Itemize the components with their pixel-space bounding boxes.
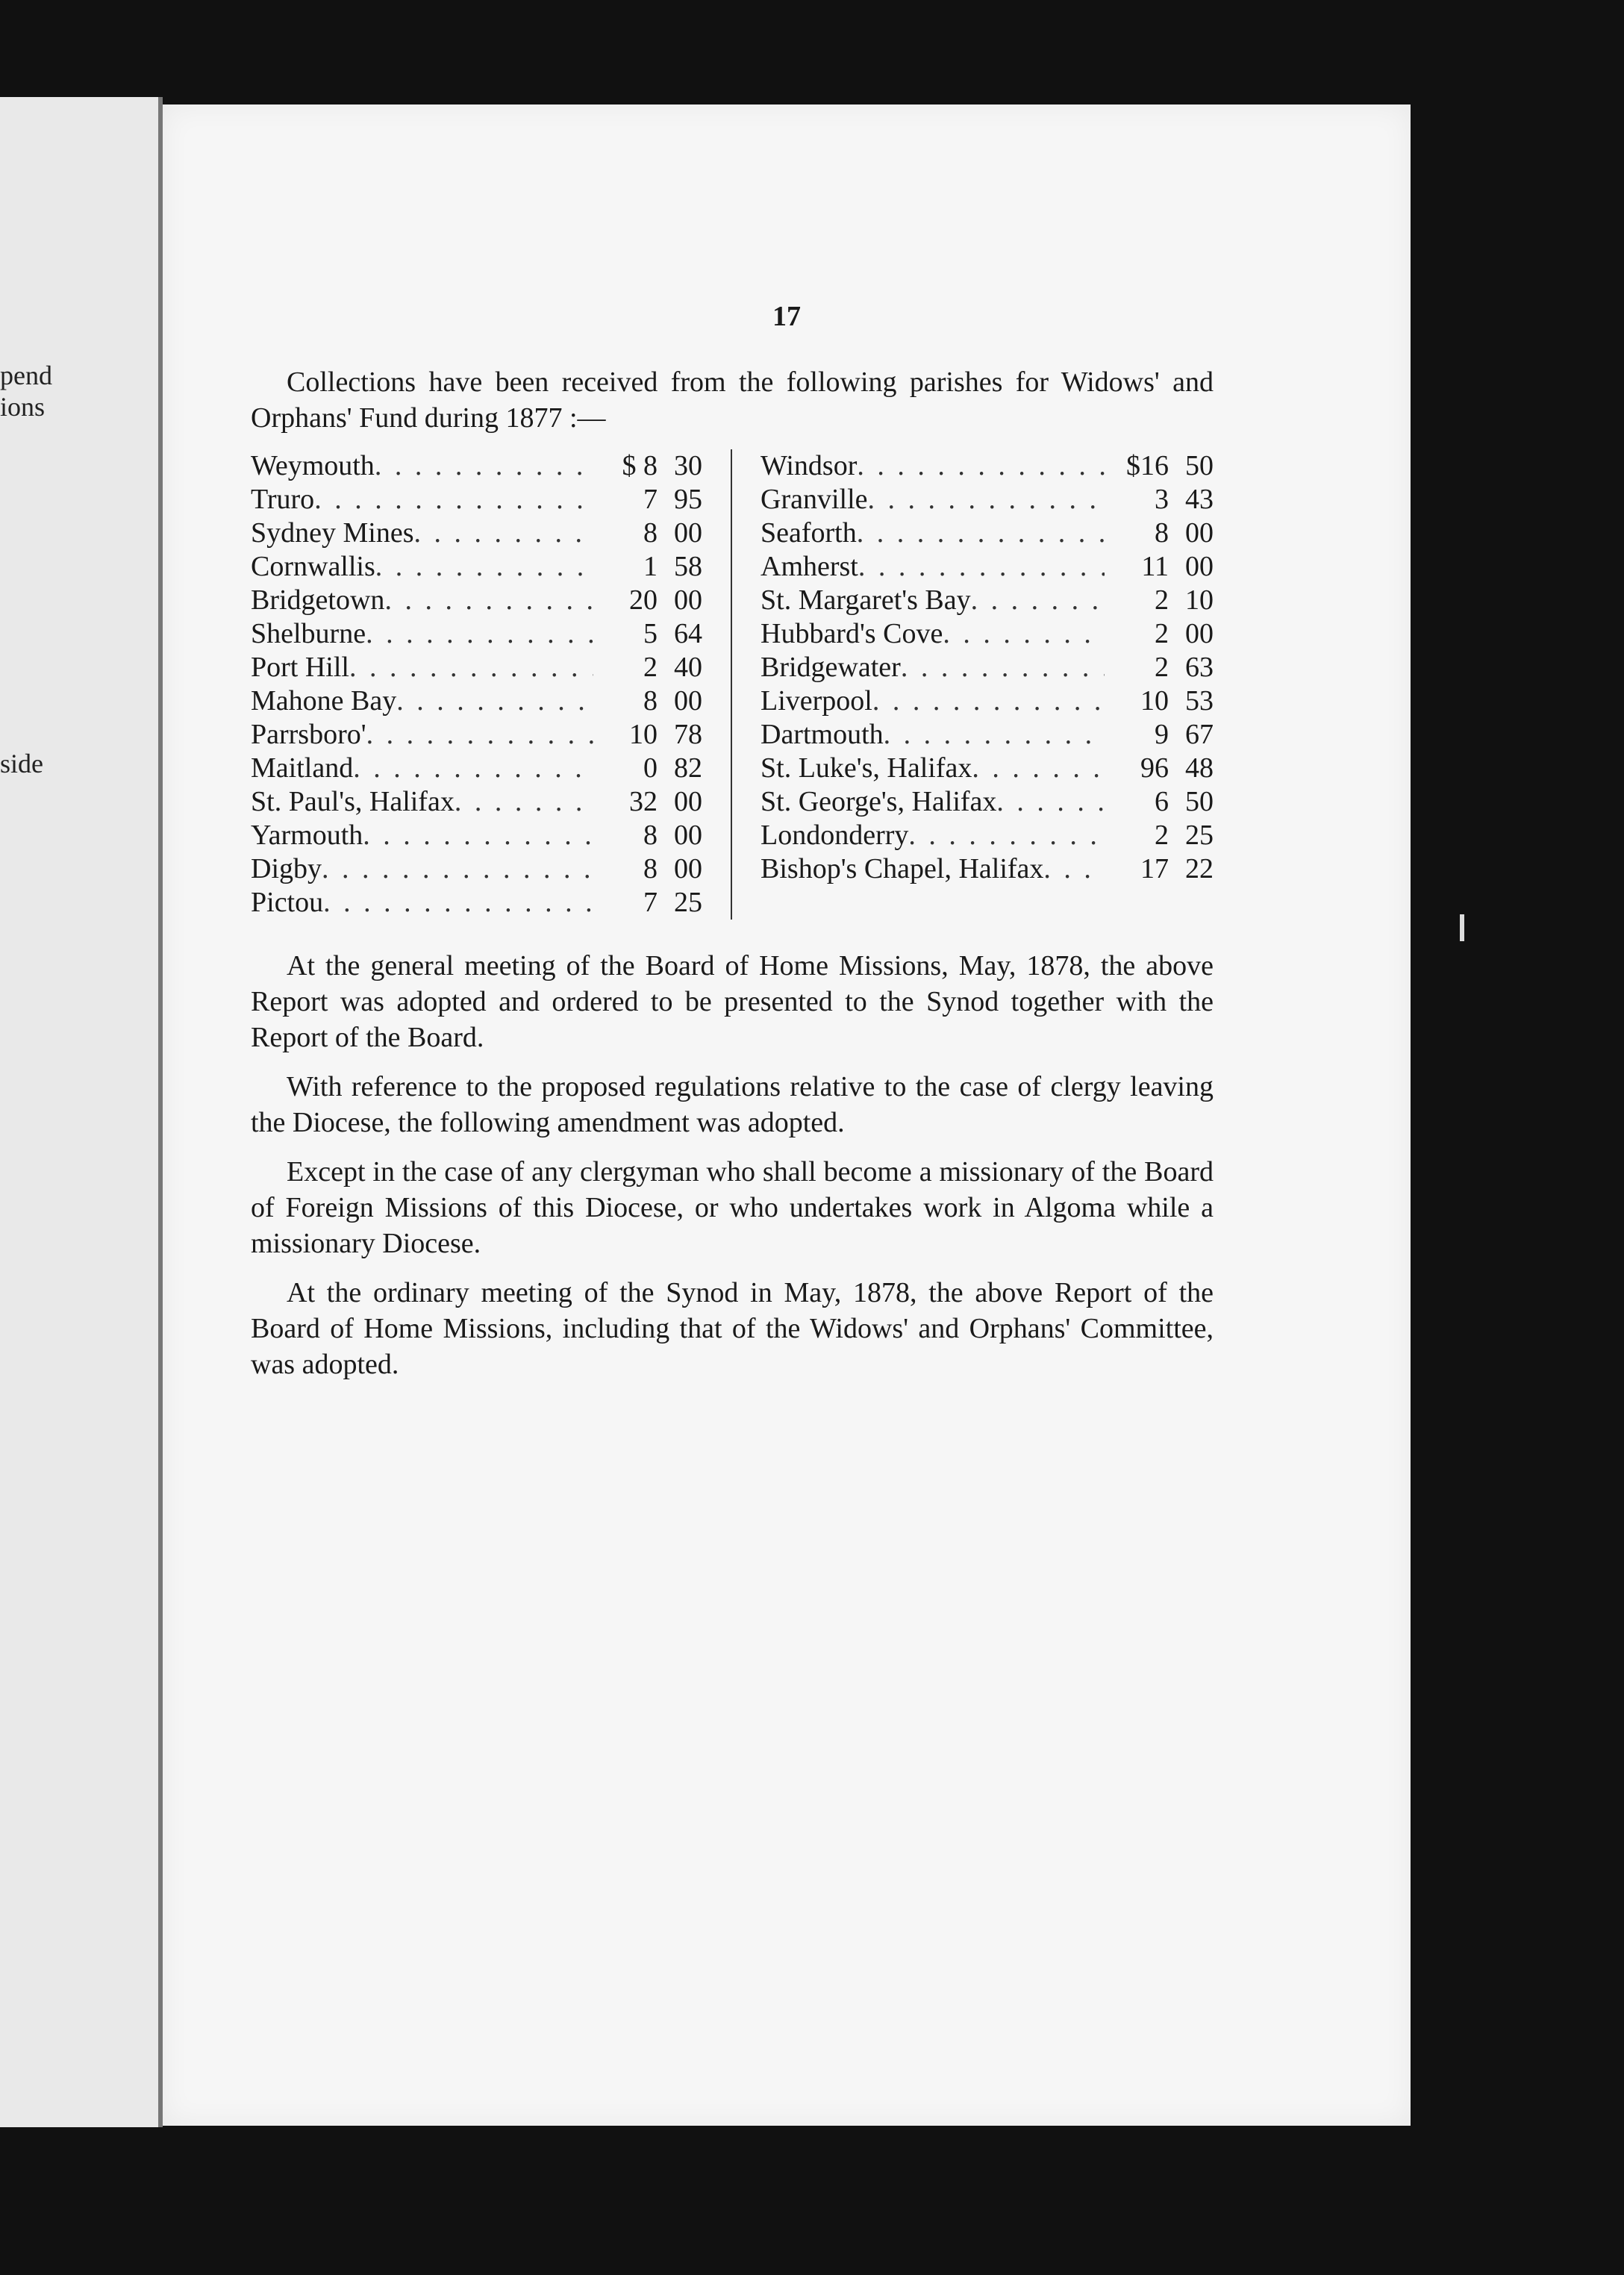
- dot-leader: [396, 684, 593, 718]
- amount-dollars: 96: [1140, 752, 1169, 784]
- amount-dollars: 20: [629, 584, 658, 616]
- collection-row: [761, 617, 1214, 651]
- amount-dollars: 10: [629, 719, 658, 750]
- dot-leader: [972, 752, 1105, 785]
- dot-leader: [943, 617, 1105, 651]
- facing-page-fragment: ions: [0, 392, 46, 422]
- intro-paragraph: Collections have been received from the following parishes for Widows' and Orphans' Fund during 1877 :—: [251, 366, 1214, 434]
- dot-leader: [872, 684, 1105, 718]
- parish-name: Amherst: [761, 551, 858, 582]
- paragraph-general-meeting: At the general meeting of the Board of Home Missions, May, 1878, the above Report was adopted and ordered to be presented to the Synod together with the Report of the Board.: [251, 950, 1214, 1053]
- dot-leader: [868, 483, 1105, 517]
- amount-cents: 00: [1185, 551, 1214, 582]
- collection-row: [251, 617, 702, 651]
- amount-dollars: 8: [643, 517, 658, 549]
- parish-name: Sydney Mines: [251, 517, 414, 549]
- dot-leader: [858, 550, 1105, 584]
- parish-name: Granville: [761, 484, 868, 515]
- collection-row: [761, 651, 1214, 684]
- dot-leader: [901, 651, 1105, 684]
- collections-column-right: [732, 449, 1214, 920]
- collection-row: [251, 651, 702, 684]
- dot-leader: [375, 449, 593, 483]
- amount-cents: 40: [674, 652, 702, 683]
- dot-leader: [1043, 852, 1105, 886]
- parish-name: Bishop's Chapel, Halifax: [761, 853, 1044, 884]
- parish-name: Digby: [251, 853, 322, 884]
- paragraph-regulations: With reference to the proposed regulations relative to the case of clergy leaving the Diocese, the following amendment was adopted.: [251, 1071, 1214, 1138]
- dot-leader: [384, 584, 593, 617]
- amount-cents: 95: [674, 484, 702, 515]
- dot-leader: [375, 550, 593, 584]
- parish-name: Mahone Bay: [251, 685, 397, 717]
- parish-name: Londonderry: [761, 820, 909, 851]
- dot-leader: [314, 483, 593, 517]
- dot-leader: [908, 819, 1105, 852]
- amount-dollars: 3: [1155, 484, 1169, 515]
- facing-page-edge: [0, 97, 163, 2127]
- collection-row: [761, 517, 1214, 550]
- parish-name: Liverpool: [761, 685, 872, 717]
- parish-name: St. George's, Halifax: [761, 786, 997, 817]
- amount-dollars: 9: [1155, 719, 1169, 750]
- dot-leader: [857, 517, 1105, 550]
- parish-name: Dartmouth: [761, 719, 884, 750]
- amount-dollars: 11: [1141, 551, 1169, 582]
- amount-cents: 00: [1185, 618, 1214, 649]
- amount-cents: 78: [674, 719, 702, 750]
- amount-dollars: 2: [643, 652, 658, 683]
- scan-speck: [1460, 914, 1464, 941]
- collection-row: [251, 449, 702, 483]
- collections-table: [251, 449, 1214, 920]
- amount-cents: 82: [674, 752, 702, 784]
- dot-leader: [366, 718, 593, 752]
- amount-cents: 25: [1185, 820, 1214, 851]
- amount-dollars: 2: [1155, 652, 1169, 683]
- dot-leader: [857, 449, 1105, 483]
- amount-cents: 00: [674, 584, 702, 616]
- collection-row: [251, 584, 702, 617]
- amount-cents: 10: [1185, 584, 1214, 616]
- document-page: [163, 104, 1411, 2126]
- parish-name: St. Paul's, Halifax: [251, 786, 455, 817]
- collection-row: [761, 684, 1214, 718]
- amount-dollars: 8: [643, 820, 658, 851]
- amount-cents: 22: [1185, 853, 1214, 884]
- dot-leader: [996, 785, 1105, 819]
- collection-row: [251, 517, 702, 550]
- amount-dollars: 32: [629, 786, 658, 817]
- parish-name: Weymouth: [251, 450, 375, 481]
- parish-name: Bridgetown: [251, 584, 385, 616]
- dot-leader: [971, 584, 1105, 617]
- parish-name: Shelburne: [251, 618, 366, 649]
- amount-dollars: 2: [1155, 618, 1169, 649]
- amount-dollars: 10: [1140, 685, 1169, 717]
- amount-dollars: 0: [643, 752, 658, 784]
- collection-row: [251, 483, 702, 517]
- dot-leader: [884, 718, 1105, 752]
- facing-page-fragment: side: [0, 749, 43, 778]
- collection-row: [251, 852, 702, 886]
- amount-cents: 43: [1185, 484, 1214, 515]
- collection-row: [761, 584, 1214, 617]
- amount-cents: 25: [674, 887, 702, 918]
- amount-dollars: 8: [1155, 517, 1169, 549]
- amount-cents: 00: [674, 853, 702, 884]
- amount-cents: 48: [1185, 752, 1214, 784]
- dot-leader: [455, 785, 593, 819]
- collection-row: [761, 550, 1214, 584]
- amount-cents: 58: [674, 551, 702, 582]
- parish-name: Truro: [251, 484, 315, 515]
- collection-row: [251, 718, 702, 752]
- amount-dollars: 8: [643, 685, 658, 717]
- dot-leader: [366, 617, 593, 651]
- parish-name: Seaforth: [761, 517, 857, 549]
- dot-leader: [322, 852, 593, 886]
- collection-row: [251, 886, 702, 920]
- amount-dollars: 1: [643, 551, 658, 582]
- dot-leader: [323, 886, 593, 920]
- dot-leader: [349, 651, 593, 684]
- amount-dollars: 2: [1155, 584, 1169, 616]
- amount-dollars: 8: [643, 853, 658, 884]
- dot-leader: [414, 517, 594, 550]
- parish-name: Yarmouth: [251, 820, 363, 851]
- page-body: [251, 364, 1214, 1396]
- parish-name: Windsor: [761, 450, 858, 481]
- collection-row: [761, 718, 1214, 752]
- amount-cents: 30: [674, 450, 702, 481]
- parish-name: Cornwallis: [251, 551, 375, 582]
- collection-row: [761, 819, 1214, 852]
- amount-cents: 53: [1185, 685, 1214, 717]
- parish-name: Pictou: [251, 887, 324, 918]
- collection-row: [761, 449, 1214, 483]
- collection-row: [761, 785, 1214, 819]
- collection-row: [761, 852, 1214, 886]
- parish-name: Parrsboro': [251, 719, 366, 750]
- amount-cents: 67: [1185, 719, 1214, 750]
- paragraph-amendment: Except in the case of any clergyman who shall become a missionary of the Board of Foreign Missions of this Diocese, or who undertakes work in Algoma while a missionary Diocese.: [251, 1156, 1214, 1259]
- amount-dollars: $ 8: [622, 450, 658, 481]
- facing-page-fragment: pend: [0, 361, 52, 390]
- parish-name: Maitland: [251, 752, 354, 784]
- amount-cents: 63: [1185, 652, 1214, 683]
- amount-dollars: 6: [1155, 786, 1169, 817]
- parish-name: St. Luke's, Halifax: [761, 752, 972, 784]
- collection-row: [761, 483, 1214, 517]
- collection-row: [251, 819, 702, 852]
- amount-cents: 64: [674, 618, 702, 649]
- amount-dollars: $16: [1126, 450, 1169, 481]
- collections-column-left: [251, 449, 732, 920]
- amount-cents: 00: [674, 517, 702, 549]
- paragraph-synod-meeting: At the ordinary meeting of the Synod in May, 1878, the above Report of the Board of Home Missions, including that of the Widows' and Orphans' Committee, was adopted.: [251, 1277, 1214, 1380]
- amount-dollars: 2: [1155, 820, 1169, 851]
- amount-cents: 00: [674, 786, 702, 817]
- amount-dollars: 5: [643, 618, 658, 649]
- dot-leader: [353, 752, 593, 785]
- amount-dollars: 7: [643, 887, 658, 918]
- amount-dollars: 7: [643, 484, 658, 515]
- amount-cents: 00: [674, 820, 702, 851]
- page-number: 17: [772, 301, 801, 332]
- parish-name: Bridgewater: [761, 652, 901, 683]
- collection-row: [251, 684, 702, 718]
- parish-name: Hubbard's Cove: [761, 618, 943, 649]
- amount-dollars: 17: [1140, 853, 1169, 884]
- collection-row: [251, 785, 702, 819]
- collection-row: [251, 550, 702, 584]
- collection-row: [251, 752, 702, 785]
- dot-leader: [363, 819, 593, 852]
- parish-name: St. Margaret's Bay: [761, 584, 971, 616]
- parish-name: Port Hill: [251, 652, 349, 683]
- amount-cents: 50: [1185, 450, 1214, 481]
- collection-row: [761, 752, 1214, 785]
- amount-cents: 00: [674, 685, 702, 717]
- amount-cents: 50: [1185, 786, 1214, 817]
- amount-cents: 00: [1185, 517, 1214, 549]
